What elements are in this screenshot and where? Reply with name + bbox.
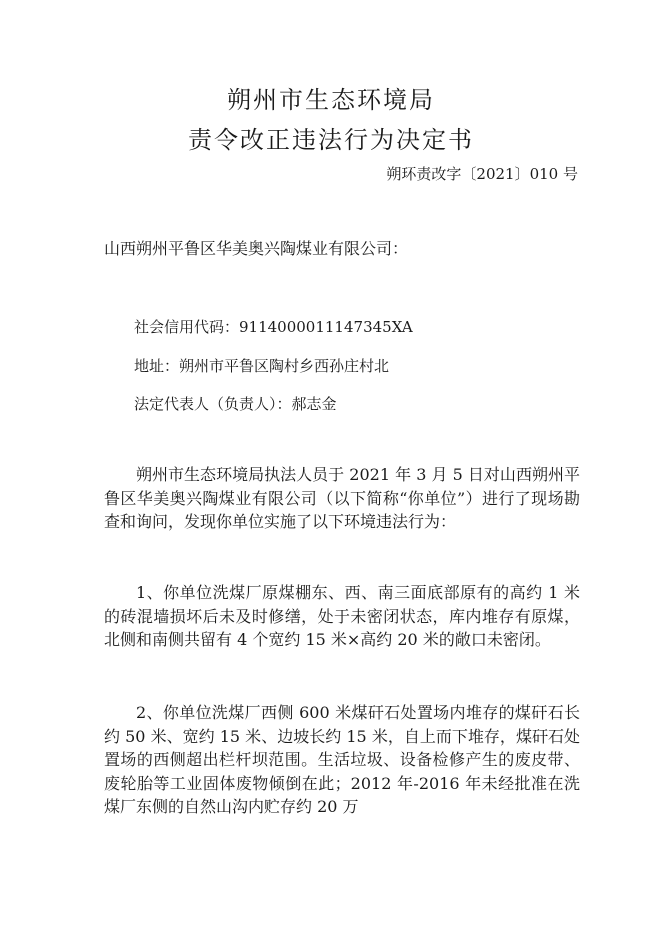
company-address: 地址：朔州市平鲁区陶村乡西孙庄村北: [134, 357, 390, 375]
legal-representative: 法定代表人（负责人）：郝志金: [134, 395, 337, 413]
addressee: 山西朔州平鲁区华美奥兴陶煤业有限公司：: [104, 239, 409, 258]
body-paragraph-intro: 朔州市生态环境局执法人员于 2021 年 3 月 5 日对山西朔州平鲁区华美奥兴陶煤业有限公司（以下简称“你单位”）进行了现场勘查和询问，发现你单位实施了以下环境违法行为：: [104, 465, 580, 531]
body-paragraph-violation-1: 1、你单位洗煤厂原煤棚东、西、南三面底部原有的高约 1 米的砖混墙损坏后未及时修缮，处于未密闭状态，库内堆存有原煤，北侧和南侧共留有 4 个宽约 15 米×高约 20 米的敞口未密闭。: [104, 583, 580, 649]
document-number: 朔环责改字〔2021〕010 号: [386, 165, 578, 183]
body-paragraph-violation-2: 2、你单位洗煤厂西侧 600 米煤矸石处置场内堆存的煤矸石长约 50 米、宽约 15 米、边坡长约 15 米，自上而下堆存，煤矸石处置场的西侧超出栏杆坝范围。生活垃圾、设备检修产生的废皮带、废轮胎等工业固体废物倾倒在此；2012 年-2016 年未经批准在洗煤厂东侧的自然山沟内贮存约 20 万: [104, 703, 580, 816]
issuing-authority-title: 朔州市生态环境局: [227, 86, 435, 114]
credit-code: 社会信用代码：9114000011147345XA: [134, 318, 413, 336]
decision-title: 责令改正违法行为决定书: [188, 126, 474, 154]
